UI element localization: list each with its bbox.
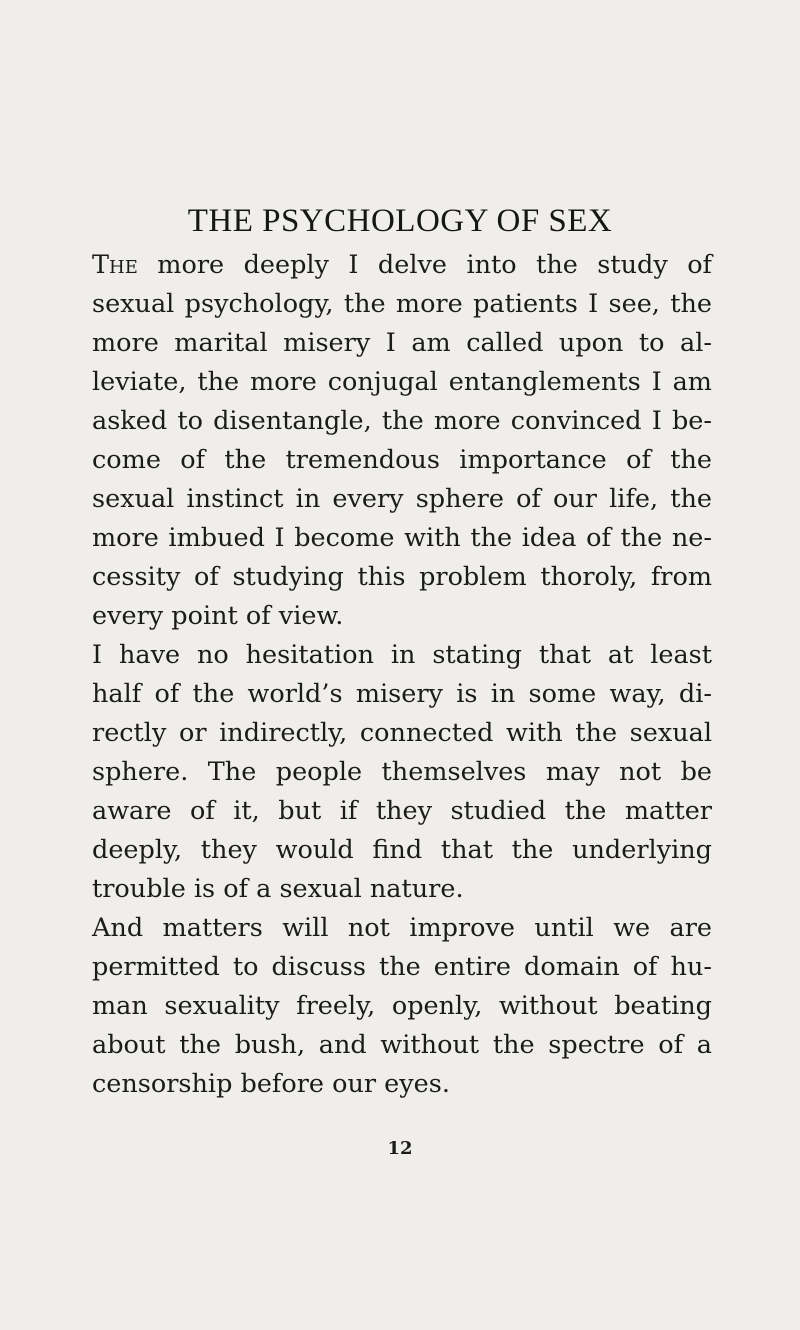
- text-line: man sexuality freely, openly, without beating: [92, 991, 712, 1021]
- text-line: I have no hesitation in stating that at least: [92, 640, 712, 670]
- text-line: sphere. The people themselves may not be: [92, 757, 712, 787]
- running-head: THE PSYCHOLOGY OF SEX: [187, 203, 613, 239]
- text-line: permitted to discuss the entire domain of hu-: [92, 952, 712, 982]
- text-line: leviate, the more conjugal entanglements I am: [92, 367, 712, 397]
- text-line: trouble is of a sexual nature.: [92, 874, 464, 904]
- paragraph-2: [92, 636, 712, 909]
- text-line: half of the world’s misery is in some way, di-: [92, 679, 712, 709]
- text-line: more marital misery I am called upon to al-: [92, 328, 712, 358]
- text-line: aware of it, but if they studied the matter: [92, 796, 712, 826]
- text-line: more imbued I become with the idea of the ne-: [92, 523, 712, 553]
- text-line: asked to disentangle, the more convinced I be-: [92, 406, 712, 436]
- paragraph-1: [92, 246, 712, 636]
- body-text: [92, 246, 712, 1104]
- text-line: sexual instinct in every sphere of our life, the: [92, 484, 712, 514]
- text-line: And matters will not improve until we are: [92, 913, 712, 943]
- text-line: come of the tremendous importance of the: [92, 445, 712, 475]
- text-line: every point of view.: [92, 601, 344, 631]
- text-line: rectly or indirectly, connected with the sexual: [92, 718, 712, 748]
- text-line: about the bush, and without the spectre of a: [92, 1030, 712, 1060]
- text-line: cessity of studying this problem thoroly, from: [92, 562, 712, 592]
- text-line: censorship before our eyes.: [92, 1069, 450, 1099]
- lead-word: The: [92, 250, 138, 280]
- page-number: 12: [387, 1138, 413, 1159]
- text-line: The more deeply I delve into the study of: [92, 250, 712, 280]
- text-line: deeply, they would find that the underlying: [92, 835, 712, 865]
- paragraph-3: [92, 909, 712, 1104]
- text-line: sexual psychology, the more patients I see, the: [92, 289, 712, 319]
